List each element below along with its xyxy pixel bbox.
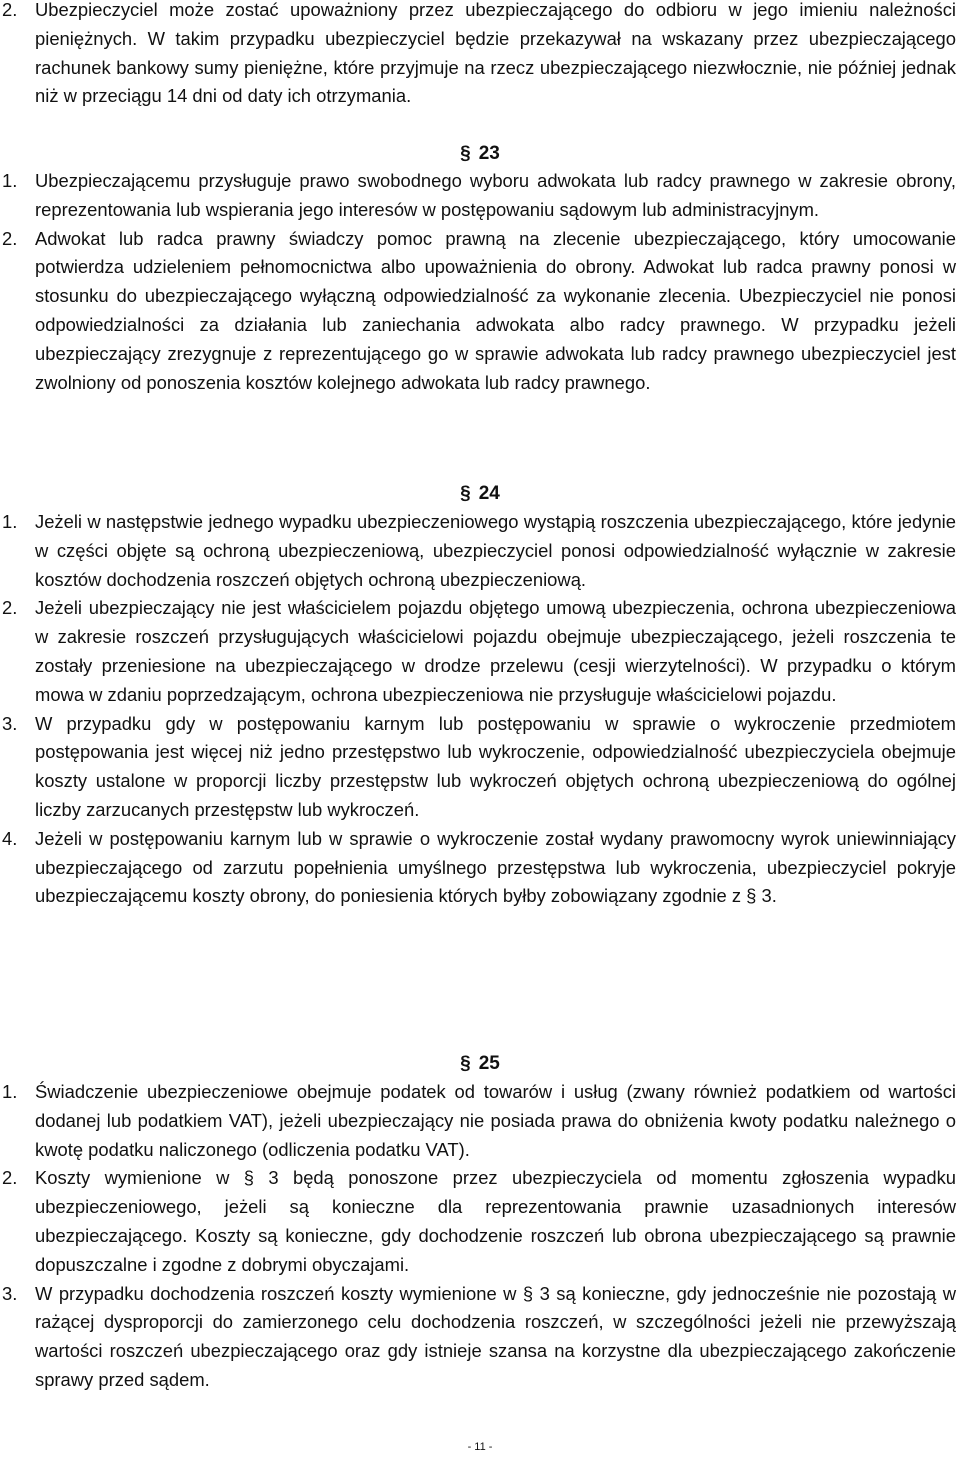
- section-symbol: §: [460, 143, 471, 164]
- section-number: 25: [478, 1053, 500, 1074]
- clause: [0, 1164, 960, 1279]
- clause: [0, 0, 960, 111]
- clause-text: Jeżeli w postępowaniu karnym lub w sprawie o wykroczenie został wydany prawomocny wyrok uniewinniający ubezpieczającego od zarzutu popełnienia umyślnego przestępstwa lub wykroczenia, ubezpieczyciel pokryje ubezpieczającemu koszty obrony, do poniesienia których byłby zobowiązany zgodnie z § 3.: [35, 827, 956, 907]
- section-symbol: §: [460, 1053, 471, 1074]
- section-heading-25: [0, 1050, 960, 1079]
- clause-number: 3.: [2, 1282, 18, 1304]
- clause: [0, 1078, 960, 1164]
- clause: [0, 594, 960, 709]
- clause-number: 2.: [2, 0, 18, 20]
- clause-text: Koszty wymienione w § 3 będą ponoszone przez ubezpieczyciela od momentu zgłoszenia wypadku ubezpieczeniowego, jeżeli są konieczne dla reprezentowania prawnie uzasadnionych interesów ubezpieczającego. Koszty są konieczne, gdy dochodzenie roszczeń lub obrona ubezpieczającego są prawnie dopuszczalne i zgodne z dobrymi obyczajami.: [35, 1167, 956, 1275]
- clause: [0, 225, 960, 398]
- section-body-25: [0, 1078, 960, 1395]
- section-number: 24: [478, 483, 500, 504]
- clause-number: 2.: [2, 227, 18, 249]
- clause: [0, 1280, 960, 1395]
- section-body-23: [0, 167, 960, 397]
- section-heading-23: [0, 140, 960, 169]
- clause-text: Jeżeli w następstwie jednego wypadku ubezpieczeniowego wystąpią roszczenia ubezpieczającego, które jedynie w części objęte są ochroną ubezpieczeniową, ubezpieczyciel ponosi odpowiedzialność wyłącznie w zakresie kosztów dochodzenia roszczeń objętych ochroną ubezpieczeniową.: [35, 511, 956, 590]
- clause-number: 3.: [2, 712, 18, 734]
- section-heading-24: [0, 480, 960, 509]
- clause-number: 1.: [2, 1081, 18, 1102]
- clause-text: Ubezpieczającemu przysługuje prawo swobodnego wyboru adwokata lub radcy prawnego w zakresie obrony, reprezentowania lub wspierania jego interesów w postępowaniu sądowym lub administracyjnym.: [35, 170, 956, 220]
- section-body-24: [0, 508, 960, 911]
- clause-number: 4.: [2, 827, 18, 849]
- section-number: 23: [478, 143, 500, 164]
- clause: [0, 508, 960, 594]
- clause-number: 2.: [2, 597, 18, 619]
- section-symbol: §: [460, 483, 471, 504]
- previous-section-continuation: [0, 0, 960, 111]
- clause-text: Świadczenie ubezpieczeniowe obejmuje podatek od towarów i usług (zwany również podatkiem od wartości dodanej lub podatkiem VAT), jeżeli ubezpieczający nie posiada prawa do obniżenia kwoty podatku należnego o kwotę podatku naliczonego (odliczenia podatku VAT).: [35, 1081, 956, 1160]
- clause-text: W przypadku dochodzenia roszczeń koszty wymienione w § 3 są konieczne, gdy jednocześnie nie pozostają w rażącej dysproporcji do zamierzonego celu dochodzenia roszczeń, w szczególności jeżeli nie przewyższają wartości roszczeń ubezpieczającego oraz gdy istnieje szansa na korzystne dla ubezpieczającego zakończenie sprawy przed sądem.: [35, 1282, 956, 1390]
- clause-number: 1.: [2, 170, 18, 191]
- clause-text: W przypadku gdy w postępowaniu karnym lub postępowaniu w sprawie o wykroczenie przedmiotem postępowania jest więcej niż jedno przestępstwo lub wykroczenie, odpowiedzialność ubezpieczyciela obejmuje koszty ustalone w proporcji liczby przestępstw lub wykroczeń objętych ochroną ubezpieczeniową do ogólnej liczby zarzucanych przestępstw lub wykroczeń.: [35, 712, 956, 820]
- clause-text: Ubezpieczyciel może zostać upoważniony przez ubezpieczającego do odbioru w jego imieniu należności pieniężnych. W takim przypadku ubezpieczyciel będzie przekazywał na wskazany przez ubezpieczającego rachunek bankowy sumy pieniężne, które przyjmuje na rzecz ubezpieczającego niezwłocznie, nie później jednak niż w przeciągu 14 dni od daty ich otrzymania.: [35, 0, 956, 107]
- clause-text: Adwokat lub radca prawny świadczy pomoc prawną na zlecenie ubezpieczającego, który umocowanie potwierdza udzieleniem pełnomocnictwa albo upoważnienia do obrony. Adwokat lub radca prawny ponosi w stosunku do ubezpieczającego wyłączną odpowiedzialność za wykonanie zlecenia. Ubezpieczyciel nie ponosi odpowiedzialności za działania lub zaniechania adwokata albo radcy prawnego. W przypadku jeżeli ubezpieczający zrezygnuje z reprezentującego go w sprawie adwokata lub radcy prawnego ubezpieczyciel jest zwolniony od ponoszenia kosztów kolejnego adwokata lub radcy prawnego.: [35, 227, 956, 393]
- clause: [0, 825, 960, 911]
- clause-number: 1.: [2, 511, 18, 532]
- clause: [0, 167, 960, 225]
- clause-text: Jeżeli ubezpieczający nie jest właścicielem pojazdu objętego umową ubezpieczenia, ochrona ubezpieczeniowa w zakresie roszczeń przysługujących właścicielowi pojazdu obejmuje ubezpieczającego, jeżeli roszczenia te zostały przeniesione na ubezpieczającego w drodze przelewu (cesji wierzytelności). W przypadku o którym mowa w zdaniu poprzedzającym, ochrona ubezpieczeniowa nie przysługuje właścicielowi pojazdu.: [35, 597, 956, 705]
- clause-number: 2.: [2, 1167, 18, 1189]
- clause: [0, 710, 960, 825]
- page-number: - 11 -: [467, 1441, 493, 1453]
